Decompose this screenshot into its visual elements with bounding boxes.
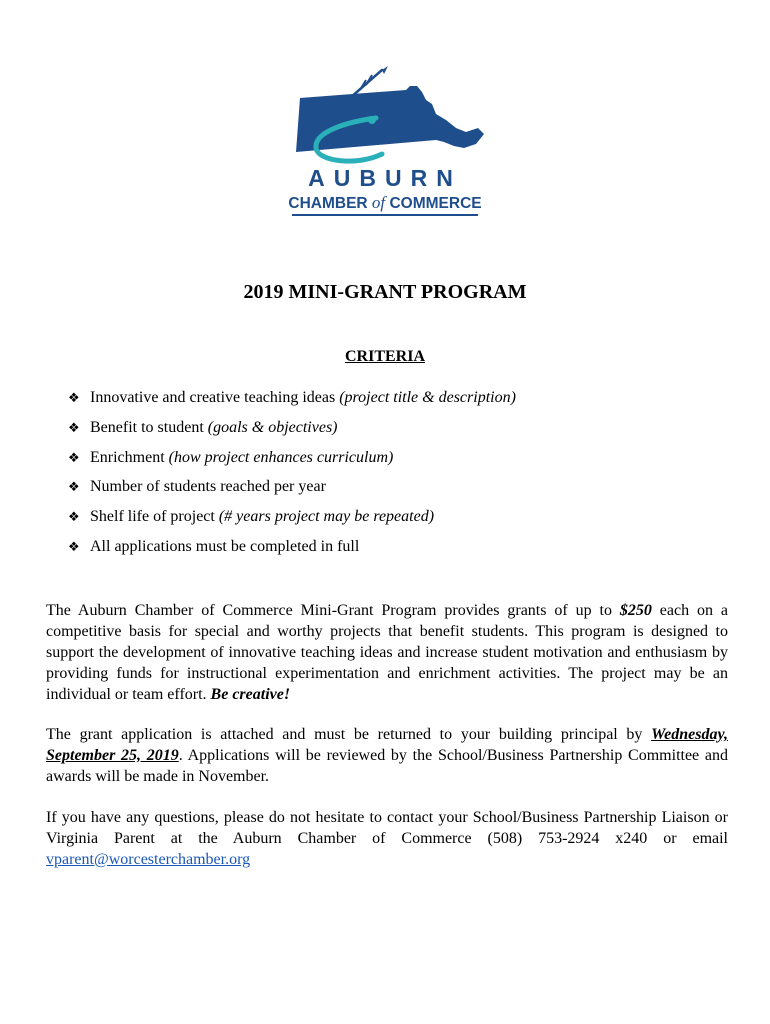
logo-auburn-text: AUBURN [308, 165, 462, 191]
diamond-bullet-icon: ❖ [68, 480, 80, 496]
diamond-bullet-icon: ❖ [68, 510, 80, 526]
logo-underline [292, 214, 478, 216]
grant-amount: $250 [619, 602, 652, 619]
contact-paragraph [46, 807, 728, 870]
logo-chamber-word: CHAMBER [288, 195, 368, 212]
diamond-bullet-icon: ❖ [68, 539, 80, 555]
list-item [68, 388, 516, 418]
criteria-note: (# years project may be repeated) [218, 508, 435, 526]
criteria-note: (how project enhances curriculum) [168, 448, 394, 466]
criteria-heading: CRITERIA [344, 348, 425, 365]
logo-chamber-text [286, 193, 484, 214]
list-item [68, 537, 516, 567]
para2-text-a: The grant application is attached and must be returned to your building principal by [46, 726, 652, 743]
para1-text-b: each on a competitive basis for special and worthy projects that benefit students. This program is designed to support the development of innovative teaching ideas and increase student motivation and enthusiasm by providing funds for instructional experimentation and enrichment activities. The project may be an individual or team effort. [46, 602, 728, 703]
criteria-text: Innovative and creative teaching ideas [90, 389, 340, 406]
criteria-list [68, 388, 516, 567]
page-title: 2019 MINI-GRANT PROGRAM [243, 281, 527, 303]
diamond-bullet-icon: ❖ [68, 450, 80, 466]
criteria-text: Benefit to student [90, 418, 208, 436]
be-creative: Be creative! [210, 686, 291, 703]
criteria-text: Enrichment [90, 448, 169, 466]
email-link[interactable]: vparent@worcesterchamber.org [46, 851, 251, 868]
para3-text-a: If you have any questions, please do not hesitate to contact your School/Business Partnership Liaison or Virginia Parent at the Auburn Chamber of Commerce (508) 753-2924 x240 or email [46, 809, 728, 847]
para1-text-a: The Auburn Chamber of Commerce Mini-Grant Program provides grants of up to [46, 602, 620, 619]
para2-text-b: . Applications will be reviewed by the School/Business Partnership Committee and awards will be made in November. [46, 747, 728, 785]
deadline-date: Wednesday, September 25, 2019 [46, 726, 728, 764]
list-item [68, 477, 516, 507]
list-item [68, 448, 516, 478]
criteria-text: Number of students reached per year [90, 478, 326, 496]
list-item [68, 507, 516, 537]
diamond-bullet-icon: ❖ [68, 391, 80, 406]
criteria-note: (goals & objectives) [207, 418, 338, 436]
logo-of-word: of [371, 193, 386, 212]
logo-commerce-word: COMMERCE [389, 195, 482, 212]
diamond-bullet-icon: ❖ [68, 420, 80, 436]
criteria-text: All applications must be completed in full [90, 537, 360, 555]
quill-tip [382, 66, 388, 74]
list-item [68, 418, 516, 448]
criteria-note: (project title & description) [339, 389, 516, 406]
swoosh-dot [368, 116, 376, 124]
massachusetts-shape [296, 86, 484, 152]
criteria-text: Shelf life of project [90, 508, 219, 526]
program-description [46, 600, 728, 705]
deadline-paragraph [46, 724, 728, 787]
